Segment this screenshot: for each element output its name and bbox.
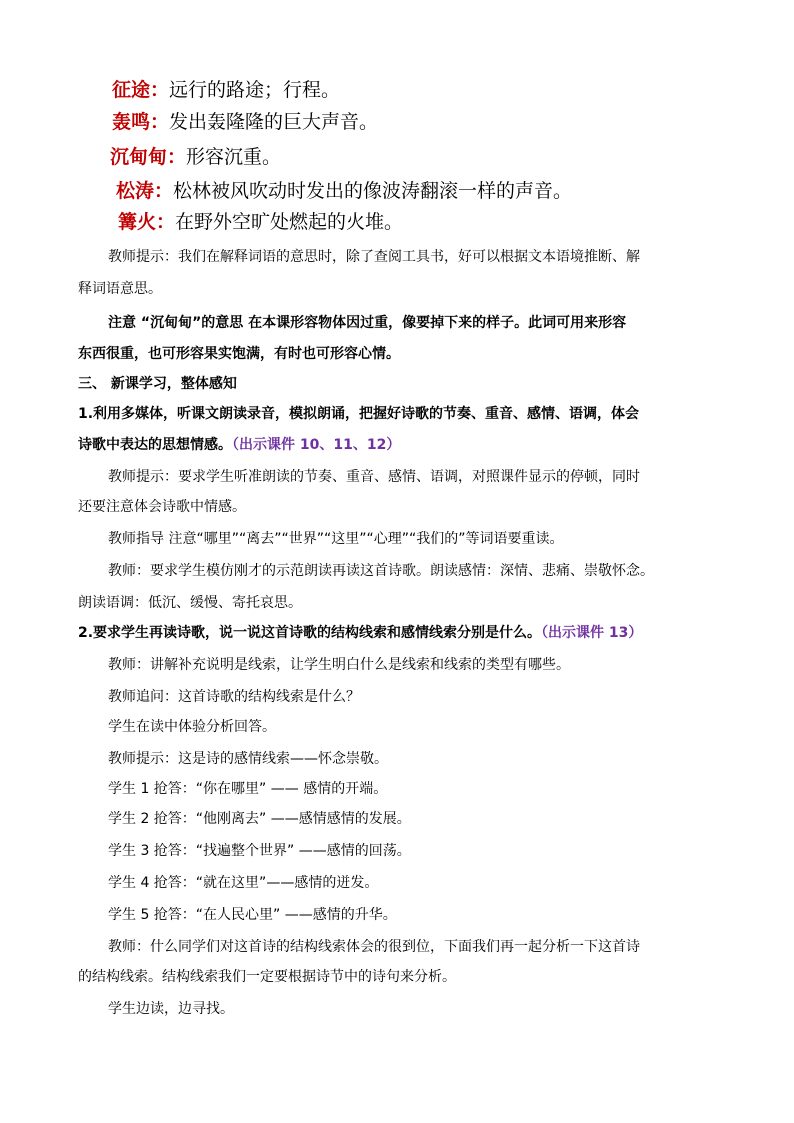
student-activity: 学生边读，边寻找。 bbox=[108, 1001, 234, 1017]
vocab-definition: 发出轰隆隆的巨大声音。 bbox=[169, 111, 379, 133]
courseware-note: （出示课件 10、11、12） bbox=[232, 437, 401, 453]
vocab-separator: ： bbox=[156, 211, 176, 233]
teacher-hint2-line-1: 教师提示：要求学生听准朗读的节奏、重音、感情、语调，对照课件显示的停顿，同时 bbox=[108, 469, 640, 485]
teacher-hint2-line-2: 还要注意体会诗歌中情感。 bbox=[78, 499, 246, 515]
student-answer-5: 学生 5 抢答：“在人民心里” ——感情的升华。 bbox=[108, 907, 397, 923]
student-response: 学生在读中体验分析回答。 bbox=[108, 719, 276, 735]
vocab-item-hongming bbox=[112, 106, 752, 138]
vocab-item-gouhuo bbox=[118, 206, 758, 238]
item1-line-2 bbox=[78, 435, 728, 455]
teacher-hint3: 教师提示：这是诗的感情线索——怀念崇敬。 bbox=[108, 751, 388, 767]
teacher-hint-line-1: 教师提示：我们在解释词语的意思时，除了查阅工具书，好可以根据文本语境推断、解 bbox=[108, 249, 640, 265]
vocab-separator: ： bbox=[150, 79, 170, 101]
vocab-term: 篝火 bbox=[118, 211, 157, 233]
vocab-definition: 远行的路途；行程。 bbox=[169, 79, 341, 101]
teacher-summary-line-1: 教师：什么同学们对这首诗的结构线索体会的很到位，下面我们再一起分析一下这首诗 bbox=[108, 939, 640, 955]
student-answer-3: 学生 3 抢答：“找遍整个世界” ——感情的回荡。 bbox=[108, 843, 411, 859]
teacher-guidance: 教师指导 注意“哪里”“离去”“世界”“这里”“心理”“我们的”等词语要重读。 bbox=[108, 531, 564, 547]
vocab-definition: 形容沉重。 bbox=[186, 146, 282, 168]
vocab-term: 轰鸣 bbox=[112, 111, 151, 133]
teacher-explanation: 教师：讲解补充说明是线索，让学生明白什么是线索和线索的类型有哪些。 bbox=[108, 657, 570, 673]
item1-line-1: 1.利用多媒体，听课文朗读录音，模拟朗诵，把握好诗歌的节奏、重音、感情、语调，体会 bbox=[78, 406, 640, 422]
courseware-note: （出示课件 13） bbox=[541, 625, 643, 641]
note-line-2: 东西很重，也可形容果实饱满，有时也可形容心情。 bbox=[78, 346, 400, 362]
vocab-separator: ： bbox=[150, 111, 170, 133]
vocab-term: 松涛 bbox=[116, 180, 155, 202]
vocab-item-zhengtu bbox=[112, 74, 752, 106]
vocab-definition: 在野外空旷处燃起的火堆。 bbox=[175, 211, 404, 233]
vocab-item-chendiandian bbox=[110, 141, 750, 173]
item1-text: 诗歌中表达的思想情感。 bbox=[78, 437, 232, 453]
vocab-term: 沉甸甸 bbox=[110, 146, 168, 168]
vocab-separator: ： bbox=[154, 180, 174, 202]
teacher-hint-line-2: 释词语意思。 bbox=[78, 281, 162, 297]
section-heading: 三、 新课学习，整体感知 bbox=[78, 376, 237, 392]
vocab-term: 征途 bbox=[112, 79, 151, 101]
teacher-requirement-line-2: 朗读语调：低沉、缓慢、寄托哀思。 bbox=[78, 595, 302, 611]
teacher-requirement-line-1: 教师：要求学生模仿刚才的示范朗读再读这首诗歌。朗读感情：深情、悲痛、崇敬怀念。 bbox=[108, 563, 654, 579]
teacher-summary-line-2: 的结构线索。结构线索我们一定要根据诗节中的诗句来分析。 bbox=[78, 969, 456, 985]
item2-text: 2.要求学生再读诗歌，说一说这首诗歌的结构线索和感情线索分别是什么。 bbox=[78, 625, 542, 641]
student-answer-1: 学生 1 抢答：“你在哪里” —— 感情的开端。 bbox=[108, 781, 388, 797]
student-answer-4: 学生 4 抢答：“就在这里”——感情的迸发。 bbox=[108, 875, 379, 891]
note-line-1: 注意 “沉甸甸”的意思 在本课形容物体因过重，像要掉下来的样子。此词可用来形容 bbox=[108, 315, 627, 331]
teacher-question: 教师追问：这首诗歌的结构线索是什么？ bbox=[108, 689, 360, 705]
student-answer-2: 学生 2 抢答：“他刚离去” ——感情感情的发展。 bbox=[108, 811, 411, 827]
vocab-definition: 松林被风吹动时发出的像波涛翻滚一样的声音。 bbox=[173, 180, 573, 202]
vocab-item-songtao bbox=[116, 175, 756, 207]
item2-line bbox=[78, 623, 738, 643]
vocab-separator: ： bbox=[167, 146, 187, 168]
